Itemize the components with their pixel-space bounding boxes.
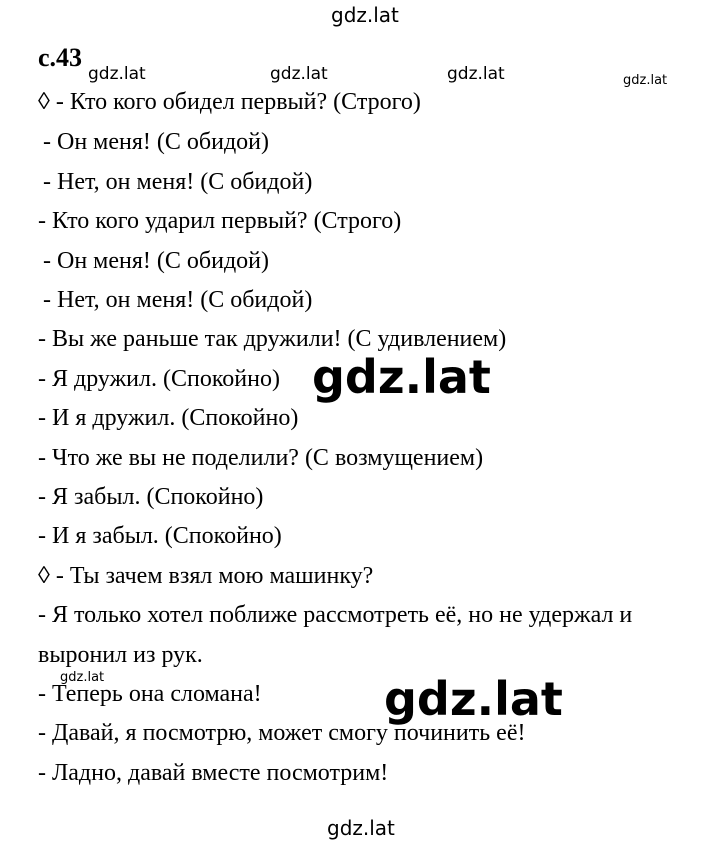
text-line: - Давай, я посмотрю, может смогу починить её! (38, 720, 526, 746)
page-heading: с.43 (38, 43, 83, 72)
text-line: - Что же вы не поделили? (С возмущением) (38, 445, 484, 471)
text-line: - Теперь она сломана! (38, 681, 262, 707)
text-line: - Нет, он меня! (С обидой) (43, 169, 313, 195)
text-line: - Он меня! (С обидой) (43, 248, 269, 274)
watermark-small: gdz.lat (60, 670, 105, 685)
watermark-bottom: gdz.lat (327, 816, 395, 840)
text-line: ◊ - Кто кого обидел первый? (Строго) (38, 89, 421, 115)
watermark-small: gdz.lat (88, 64, 146, 84)
text-line: - И я дружил. (Спокойно) (38, 405, 299, 431)
text-line: ◊ - Ты зачем взял мою машинку? (38, 563, 374, 589)
watermark-small: gdz.lat (447, 64, 505, 84)
text-line: - Я только хотел поближе рассмотреть её, но не удержал и (38, 602, 633, 628)
text-line: - И я забыл. (Спокойно) (38, 523, 282, 549)
text-line: - Ладно, давай вместе посмотрим! (38, 760, 389, 786)
text-line: - Нет, он меня! (С обидой) (43, 287, 313, 313)
watermark-small: gdz.lat (623, 73, 668, 88)
watermark-top: gdz.lat (331, 3, 399, 27)
text-line: - Он меня! (С обидой) (43, 129, 269, 155)
text-line: - Вы же раньше так дружили! (С удивлением) (38, 326, 507, 352)
watermark-large: gdz.lat (312, 350, 491, 404)
text-line: - Я забыл. (Спокойно) (38, 484, 264, 510)
text-line: - Кто кого ударил первый? (Строго) (38, 208, 402, 234)
watermark-large: gdz.lat (384, 672, 563, 726)
text-line: - Я дружил. (Спокойно) (38, 366, 280, 392)
watermark-small: gdz.lat (270, 64, 328, 84)
text-line: выронил из рук. (38, 642, 203, 668)
